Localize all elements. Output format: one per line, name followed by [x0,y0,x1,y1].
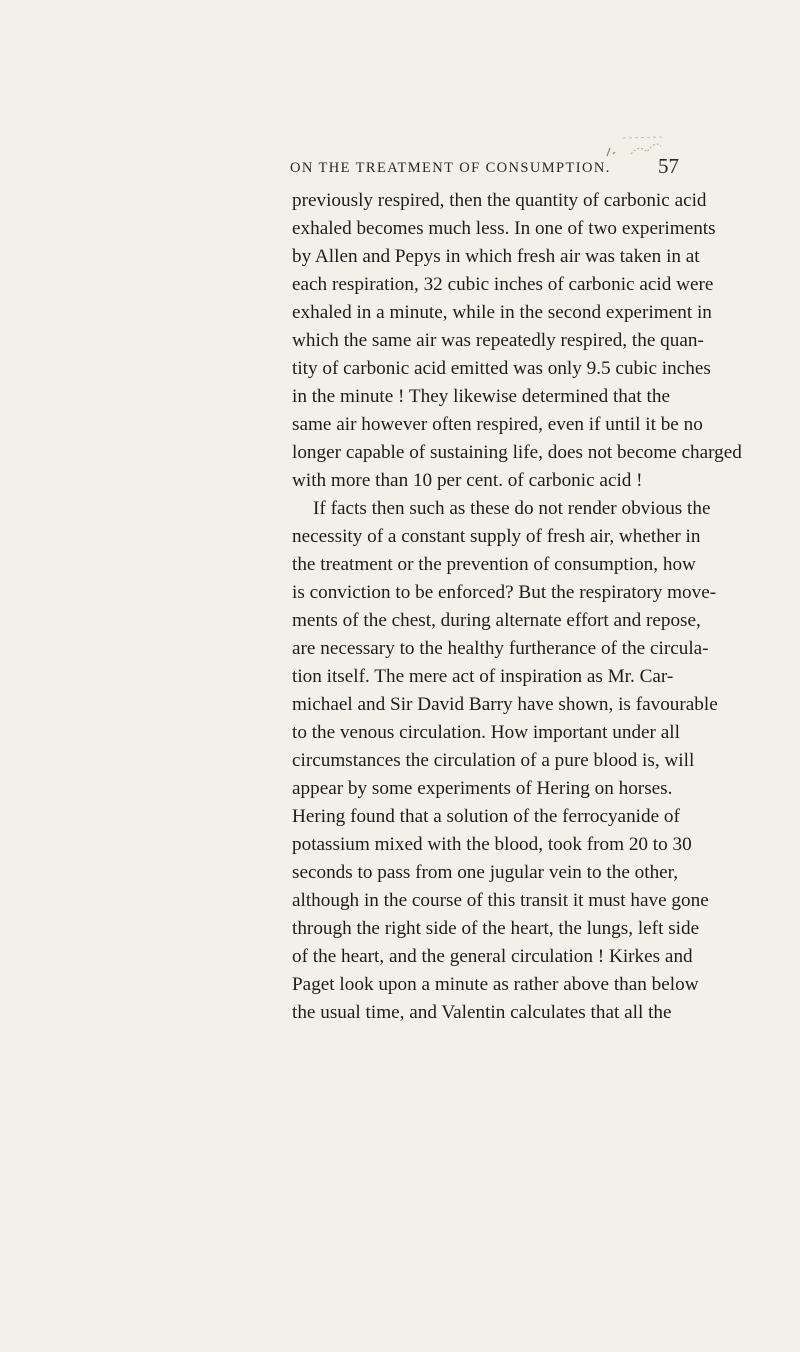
text-line: exhaled becomes much less. In one of two experiments [292,218,716,239]
text-line: although in the course of this transit it must have gone [292,890,709,911]
text-line: the treatment or the prevention of consumption, how [292,554,696,575]
text-line: is conviction to be enforced? But the respiratory move- [292,582,717,603]
text-line: seconds to pass from one jugular vein to the other, [292,862,679,883]
running-head: ON THE TREATMENT OF CONSUMPTION. [290,160,611,176]
text-line: of the heart, and the general circulation ! Kirkes and [292,946,693,967]
text-line: Hering found that a solution of the ferrocyanide of [292,806,680,827]
text-line: exhaled in a minute, while in the second experiment in [292,302,712,323]
text-line: Paget look upon a minute as rather above than below [292,974,699,995]
text-line: with more than 10 per cent. of carbonic acid ! [292,470,643,491]
text-line: tity of carbonic acid emitted was only 9.5 cubic inches [292,358,711,379]
text-line: potassium mixed with the blood, took from 20 to 30 [292,834,692,855]
text-line: If facts then such as these do not render obvious the [313,498,711,519]
text-line: by Allen and Pepys in which fresh air was taken in at [292,246,700,267]
text-line: in the minute ! They likewise determined that the [292,386,670,407]
text-line: circumstances the circulation of a pure blood is, will [292,750,695,771]
text-line: through the right side of the heart, the lungs, left side [292,918,700,939]
text-line: the usual time, and Valentin calculates that all the [292,1002,672,1023]
text-line: ments of the chest, during alternate effort and repose, [292,610,701,631]
text-line: which the same air was repeatedly respired, the quan- [292,330,704,351]
text-line: michael and Sir David Barry have shown, is favourable [292,694,718,715]
text-line: to the venous circulation. How important under all [292,722,680,743]
ink-smudge [603,134,665,160]
text-line: each respiration, 32 cubic inches of carbonic acid were [292,274,714,295]
text-line: longer capable of sustaining life, does not become charged [292,442,742,463]
text-line: tion itself. The mere act of inspiration as Mr. Car- [292,666,674,687]
text-line: necessity of a constant supply of fresh air, whether in [292,526,701,547]
text-line: are necessary to the healthy furtherance of the circula- [292,638,709,659]
text-line: same air however often respired, even if until it be no [292,414,703,435]
text-line: appear by some experiments of Hering on horses. [292,778,673,799]
page-number: 57 [658,154,679,178]
text-line: previously respired, then the quantity of carbonic acid [292,190,707,211]
